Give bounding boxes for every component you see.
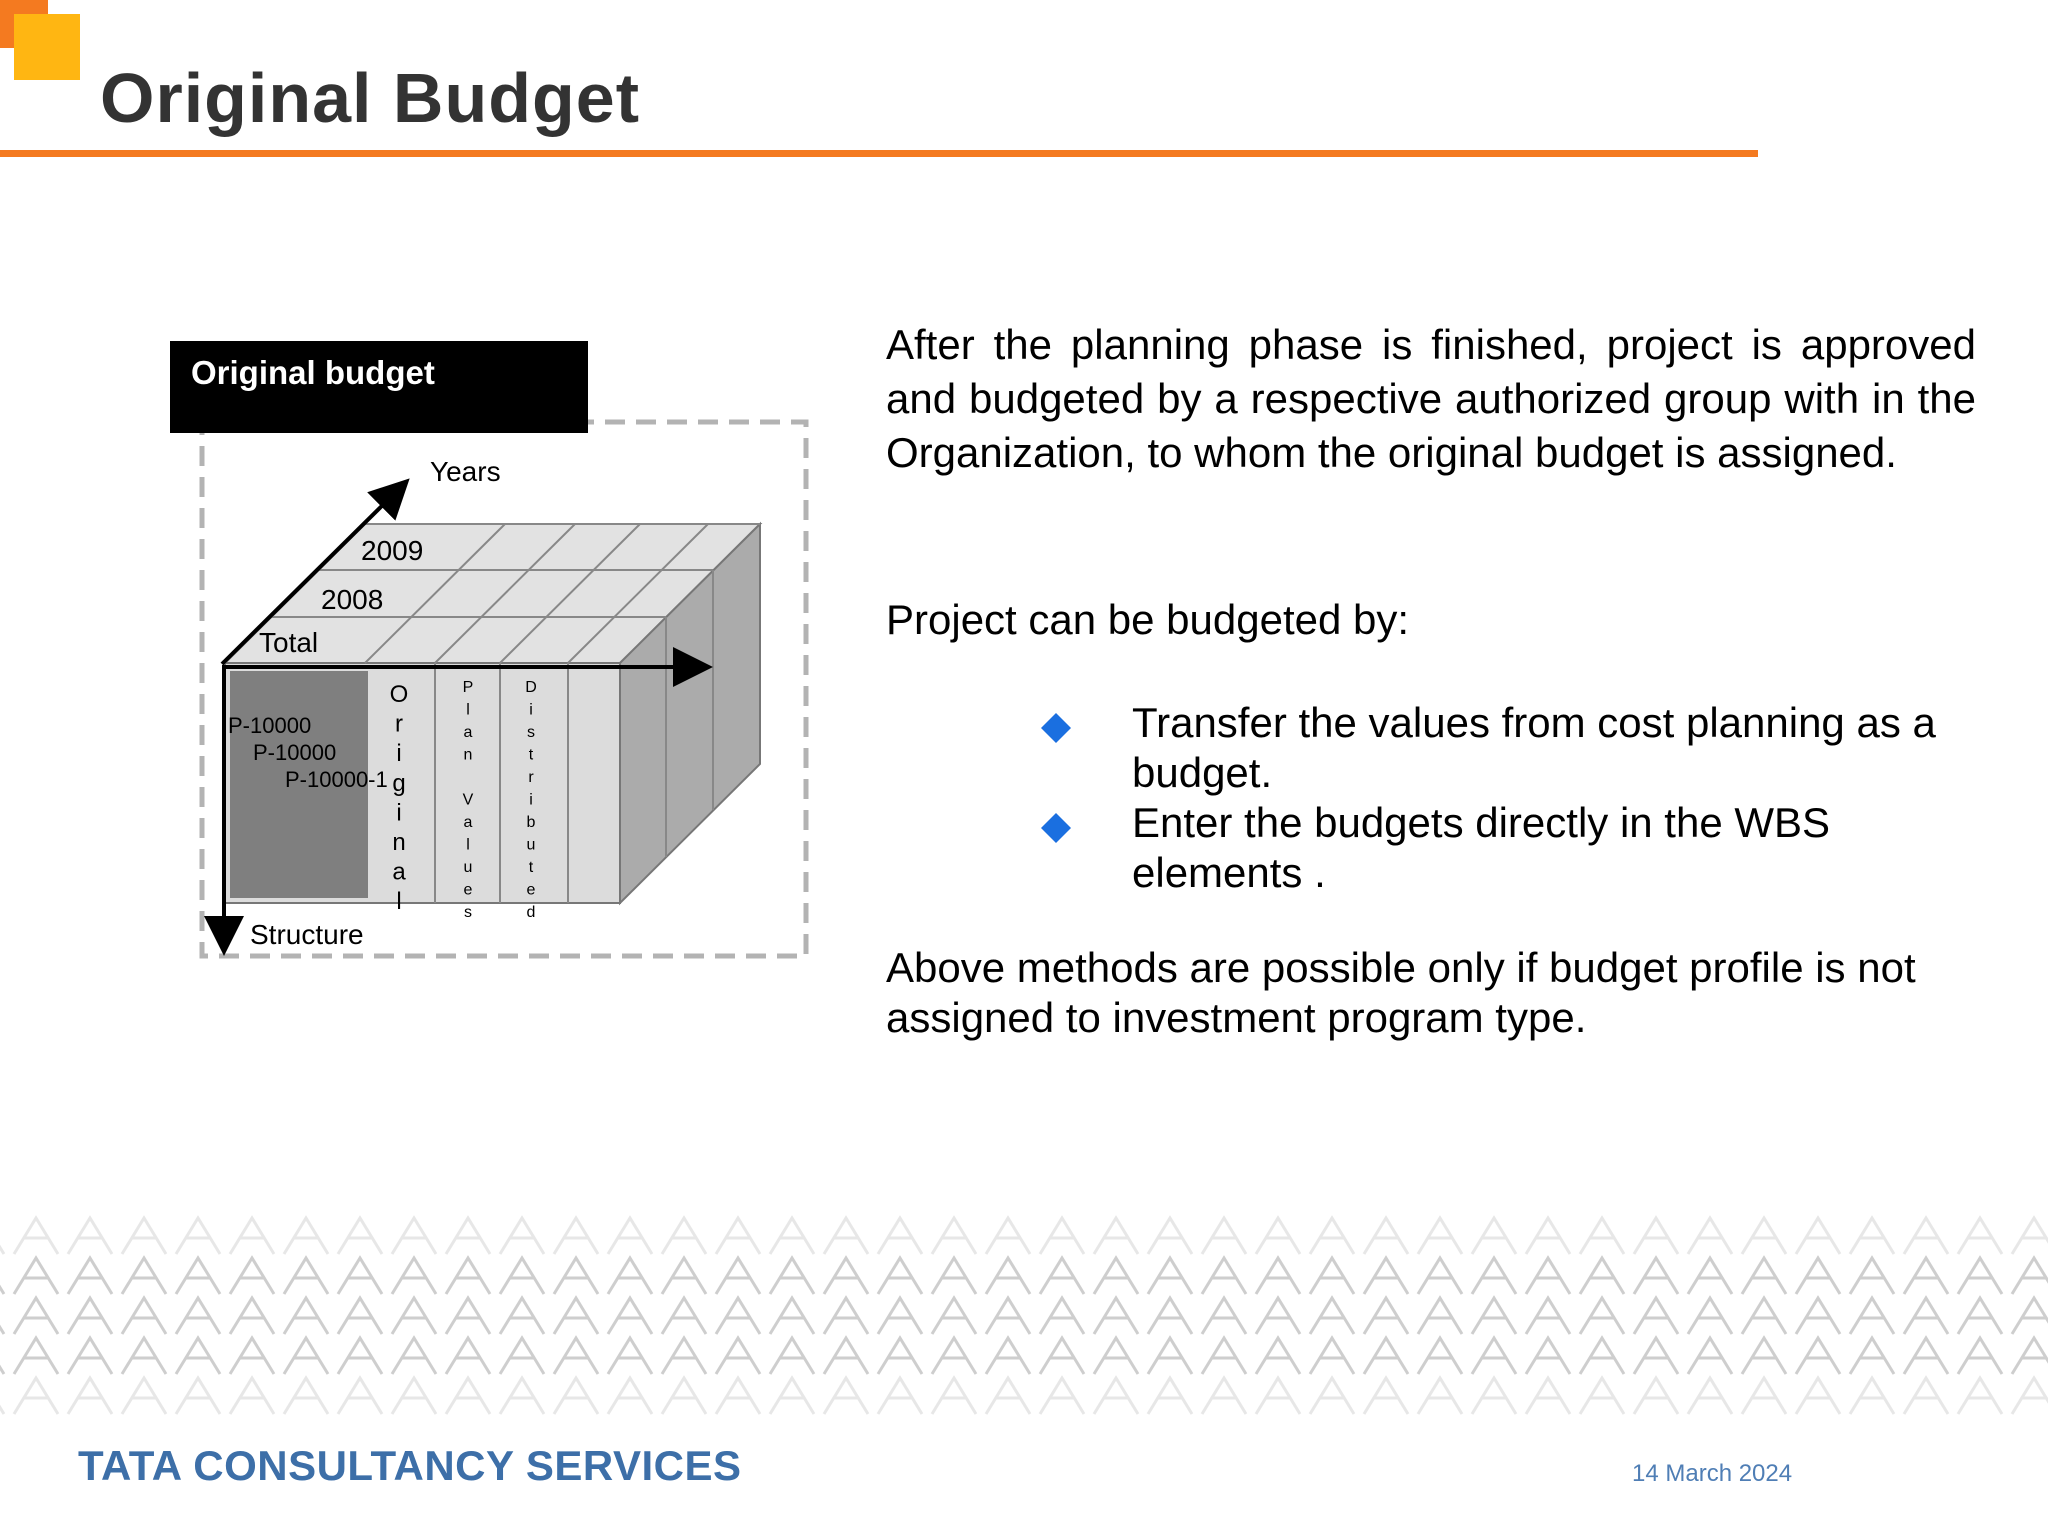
watermark-row: [0, 1258, 2048, 1294]
column-label-letter: t: [528, 746, 534, 764]
column-label-letter: n: [392, 829, 406, 856]
project-label: P-10000: [228, 713, 312, 738]
watermark-row: [0, 1338, 2048, 1374]
column-label-letter: O: [389, 681, 409, 708]
column-label-letter: D: [525, 679, 537, 696]
column-label-letter: i: [396, 740, 402, 768]
column-label-letter: e: [463, 881, 473, 899]
column-label-letter: a: [392, 858, 406, 886]
column-label-letter: u: [463, 859, 473, 876]
column-label-letter: l: [466, 836, 470, 854]
diamond-bullet-icon: [1040, 712, 1072, 744]
company-logo: TATA CONSULTANCY SERVICES: [78, 1442, 742, 1489]
column-label-letter: u: [526, 836, 536, 854]
column-label-letter: n: [463, 746, 473, 764]
column-label-letter: l: [396, 888, 402, 916]
project-label: P-10000-1: [285, 767, 388, 792]
column-label-letter: d: [526, 904, 536, 921]
project-label: P-10000: [253, 740, 337, 765]
column-label-letter: a: [463, 814, 473, 831]
column-label-letter: s: [464, 904, 472, 921]
column-label-letter: P: [462, 679, 474, 696]
note-paragraph: Above methods are possible only if budget profile is not assigned to investment program type.: [886, 944, 1916, 1041]
column-label-letter: i: [396, 799, 402, 827]
column-label-letter: r: [395, 710, 403, 738]
diagram-header: Original budget: [191, 354, 435, 391]
bullet-text: Enter the budgets directly in the WBS elements .: [1132, 799, 1831, 896]
tata-watermark-pattern: [0, 1210, 2048, 1420]
row-label-total: Total: [259, 627, 319, 658]
footer-date: 14 March 2024: [1632, 1460, 1793, 1487]
watermark-row: [0, 1218, 2048, 1254]
column-label-letter: g: [392, 769, 406, 797]
column-label-letter: l: [466, 701, 470, 719]
column-label-letter: r: [528, 769, 534, 786]
structure-axis-label: Structure: [250, 919, 364, 950]
diamond-bullet-icon: [1040, 812, 1072, 844]
column-label-letter: b: [526, 814, 536, 831]
column-label-letter: e: [526, 881, 536, 899]
column-label-letter: i: [529, 791, 533, 809]
column-label-letter: s: [527, 724, 535, 741]
column-label-letter: V: [462, 791, 474, 809]
row-label-2009: 2009: [361, 535, 424, 566]
column-label-letter: t: [528, 859, 534, 876]
budget-methods-heading: Project can be budgeted by:: [886, 596, 1410, 643]
intro-paragraph: After the planning phase is finished, project is approved and budgeted by a respective authorized group with in the Organization, to whom the original budget is assigned.: [886, 321, 1976, 476]
watermark-row: [0, 1298, 2048, 1334]
column-label-letter: a: [463, 724, 473, 741]
column-label-letter: i: [529, 701, 533, 719]
bullet-text: Transfer the values from cost planning as a budget.: [1132, 699, 1936, 796]
years-axis-label: Years: [430, 456, 501, 487]
row-label-2008: 2008: [321, 584, 384, 615]
watermark-row: [0, 1378, 2048, 1414]
slide-title: Original Budget: [100, 59, 640, 137]
